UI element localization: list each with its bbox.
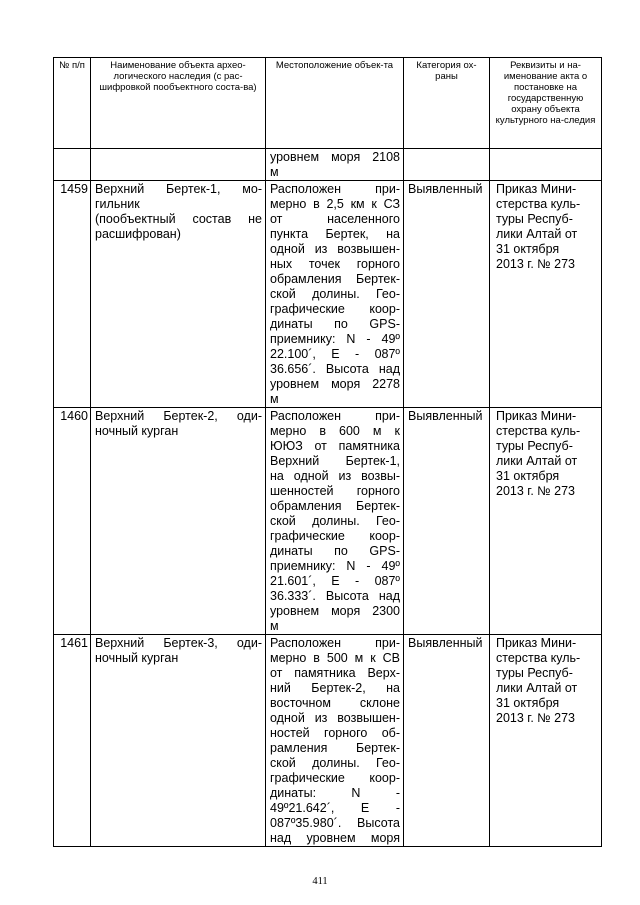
location-line: уровнем моря 2108 xyxy=(270,150,400,164)
location-line: обрамления Бертек- xyxy=(270,272,400,286)
location-line: графические коор- xyxy=(270,302,400,316)
location-line: над уровнем моря xyxy=(270,831,400,845)
location-line: динаты по GPS- xyxy=(270,317,400,331)
location-line: мерно в 2,5 км к СЗ xyxy=(270,197,400,211)
act-line: туры Респуб- xyxy=(496,212,573,226)
cell-act xyxy=(490,149,602,181)
row-number: 1461 xyxy=(60,636,88,650)
location-line: уровнем моря 2300 xyxy=(270,604,400,618)
protection-category: Выявленный xyxy=(408,409,483,423)
cell-act xyxy=(490,635,602,847)
cell-number xyxy=(54,149,91,181)
location-line: 22.100´, E - 087º xyxy=(270,347,400,361)
heritage-registry-table xyxy=(53,57,602,847)
table-row xyxy=(54,181,602,408)
cell-number xyxy=(54,181,91,408)
location-line: динаты по GPS- xyxy=(270,544,400,558)
act-line: туры Респуб- xyxy=(496,666,573,680)
location-line: ностей горного об- xyxy=(270,726,400,740)
location-line: Расположен при- xyxy=(270,409,400,423)
name-line: Верхний Бертек-2, оди- xyxy=(95,409,262,423)
name-line: Верхний Бертек-3, оди- xyxy=(95,636,262,650)
location-line: от населенного xyxy=(270,212,400,226)
cell-category xyxy=(404,149,490,181)
row-number: 1460 xyxy=(60,409,88,423)
location-line: ЮЮЗ от памятника xyxy=(270,439,400,453)
act-line: 2013 г. № 273 xyxy=(496,711,575,725)
location-line: Расположен при- xyxy=(270,182,400,196)
act-line: 31 октября xyxy=(496,242,560,256)
header-object-name: Наименование объекта архео-логического наследия (с рас-шифровкой пообъектного соста-ва) xyxy=(91,58,266,149)
location-line: ний Бертек-2, на xyxy=(270,681,400,695)
act-line: 2013 г. № 273 xyxy=(496,484,575,498)
page-number: 411 xyxy=(312,876,328,887)
location-line: Расположен при- xyxy=(270,636,400,650)
location-line: м xyxy=(270,392,279,406)
location-line: ской долины. Гео- xyxy=(270,514,400,528)
location-line: динаты: N - xyxy=(270,786,400,800)
location-line: одной из возвышен- xyxy=(270,711,400,725)
cell-location xyxy=(266,181,404,408)
location-line: обрамления Бертек- xyxy=(270,499,400,513)
cell-category xyxy=(404,635,490,847)
name-line: гильник xyxy=(95,197,140,211)
cell-object-name xyxy=(91,635,266,847)
act-line: лики Алтай от xyxy=(496,681,578,695)
location-line: приемнику: N - 49º xyxy=(270,332,400,346)
act-line: Приказ Мини- xyxy=(496,409,577,423)
name-line: ночный курган xyxy=(95,651,179,665)
cell-location xyxy=(266,149,404,181)
location-line: мерно в 500 м к СВ xyxy=(270,651,400,665)
location-line: рамления Бертек- xyxy=(270,741,400,755)
name-line: расшифрован) xyxy=(95,227,181,241)
act-line: стерства куль- xyxy=(496,651,581,665)
location-line: пункта Бертек, на xyxy=(270,227,400,241)
location-line: от памятника Верх- xyxy=(270,666,400,680)
cell-act xyxy=(490,181,602,408)
header-location: Местоположение объек-та xyxy=(266,58,404,149)
table-row-continuation xyxy=(54,149,602,181)
act-line: стерства куль- xyxy=(496,424,581,438)
cell-object-name xyxy=(91,408,266,635)
table-row xyxy=(54,635,602,847)
header-act-details: Реквизиты и на-именование акта о постановке на государственную охрану объекта культурного на-следия xyxy=(490,58,602,149)
location-line: ных точек горного xyxy=(270,257,400,271)
act-line: Приказ Мини- xyxy=(496,182,577,196)
cell-location xyxy=(266,635,404,847)
cell-location xyxy=(266,408,404,635)
location-line: приемнику: N - 49º xyxy=(270,559,400,573)
protection-category: Выявленный xyxy=(408,636,483,650)
cell-object-name xyxy=(91,181,266,408)
location-line: 49º21.642´, E - xyxy=(270,801,400,815)
location-line: на одной из возвы- xyxy=(270,469,400,483)
header-protection-category: Категория ох-раны xyxy=(404,58,490,149)
cell-act xyxy=(490,408,602,635)
act-line: стерства куль- xyxy=(496,197,581,211)
location-line: 36.656´. Высота над xyxy=(270,362,400,376)
location-line: уровнем моря 2278 xyxy=(270,377,400,391)
act-line: Приказ Мини- xyxy=(496,636,577,650)
location-line: восточном склоне xyxy=(270,696,400,710)
table-row xyxy=(54,408,602,635)
act-line: лики Алтай от xyxy=(496,454,578,468)
protection-category: Выявленный xyxy=(408,182,483,196)
name-line: (пообъектный состав не xyxy=(95,212,262,226)
cell-number xyxy=(54,408,91,635)
location-line: 36.333´. Высота над xyxy=(270,589,400,603)
name-line: Верхний Бертек-1, мо- xyxy=(95,182,262,196)
act-line: туры Респуб- xyxy=(496,439,573,453)
location-line: графические коор- xyxy=(270,529,400,543)
act-line: лики Алтай от xyxy=(496,227,578,241)
location-line: 21.601´, E - 087º xyxy=(270,574,400,588)
location-line: м xyxy=(270,619,279,633)
location-line: ской долины. Гео- xyxy=(270,756,400,770)
cell-category xyxy=(404,181,490,408)
name-line: ночный курган xyxy=(95,424,179,438)
cell-category xyxy=(404,408,490,635)
location-line: 087º35.980´. Высота xyxy=(270,816,400,830)
table-header-row xyxy=(54,58,602,149)
act-line: 2013 г. № 273 xyxy=(496,257,575,271)
location-line: Верхний Бертек-1, xyxy=(270,454,400,468)
location-line: графические коор- xyxy=(270,771,400,785)
act-line: 31 октября xyxy=(496,696,560,710)
location-line: мерно в 600 м к xyxy=(270,424,400,438)
row-number: 1459 xyxy=(60,182,88,196)
location-line: м xyxy=(270,165,279,179)
location-line: одной из возвышен- xyxy=(270,242,400,256)
cell-number xyxy=(54,635,91,847)
location-line: ской долины. Гео- xyxy=(270,287,400,301)
header-number: № п/п xyxy=(54,58,91,149)
act-line: 31 октября xyxy=(496,469,560,483)
location-line: шенностей горного xyxy=(270,484,400,498)
cell-object-name xyxy=(91,149,266,181)
